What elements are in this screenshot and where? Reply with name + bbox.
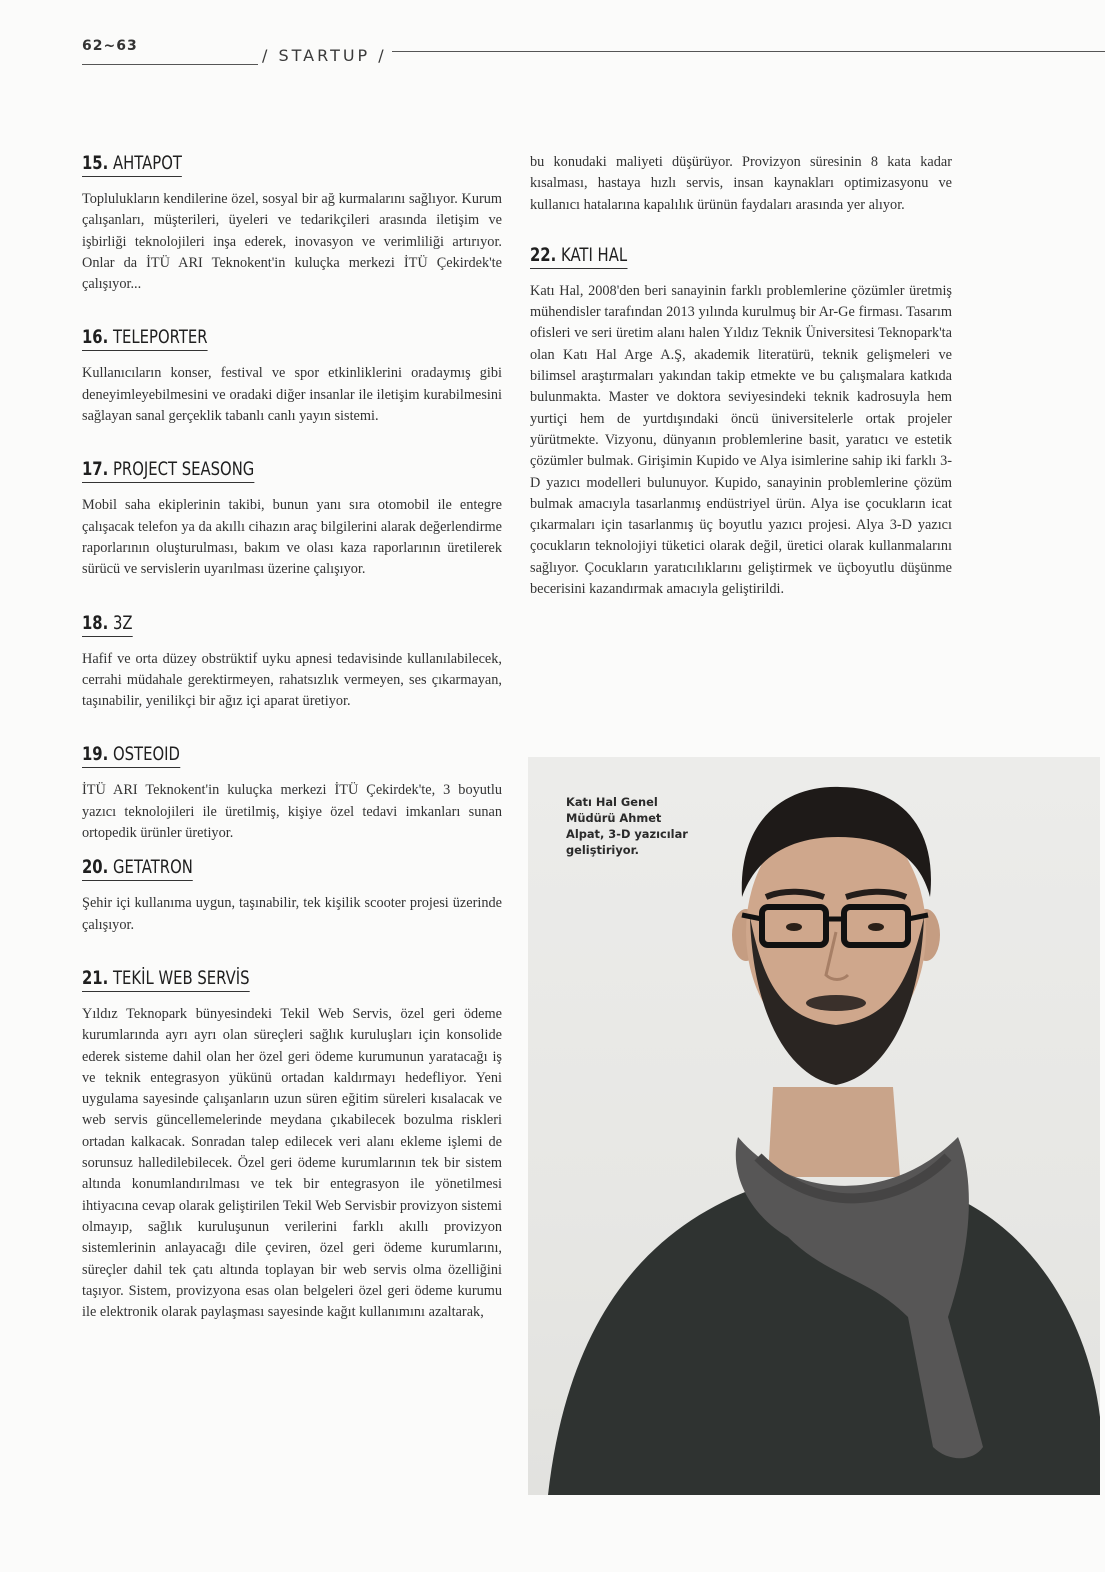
entry-name: GETATRON: [112, 856, 193, 879]
left-column: [82, 152, 502, 1354]
entry-title: [82, 612, 133, 637]
entry-name: AHTAPOT: [112, 152, 182, 174]
entry-name: TELEPORTER: [112, 326, 208, 349]
entry-body: Katı Hal, 2008'den beri sanayinin farklı problemlerine çözümler üretmiş mühendisler tarafından 2013 yılında kurulmuş bir Ar-Ge firması. Tasarım ofisleri ve seri üretim alanı halen Yıldız Teknik Üniversitesi Teknopark'ta olan Katı Hal Arge A.Ş, akademik literatürü, teknik gelişmeleri ve bilimsel araştırmaları yakından takip etmekte ve bu çalışmalara katkıda bulunmakta. Master ve doktora seviyesindeki teknik kadrosuyla hem yurtiçi hem de yurtdışındaki öncü üniversitelerle ortak projeler yürütmekte. Vizyonu, dünyanın problemlerine basit, yaratıcı ve estetik çözümler bulmak. Girişimin Kupido ve Alya isimlerine sahip iki farklı 3-D yazıcı modelleri bulunuyor. Kupido, sanayinin problemlerine çözüm bulmak amacıyla tasarlanmış endüstriyel ürün. Alya ise çocukların icat çıkarmaları için tasarlanmış üç boyutlu yazıcı projesi. Alya 3-D yazıcı çocukların teknolojiyi tüketici olarak değil, üretici olarak kullanmalarını sağlıyor. Çocukların yaratıcılıklarını geliştirmek ve üçboyutlu düşünme becerisini kazandırmak amacıyla geliştirildi.: [530, 282, 952, 598]
startup-entry-3z: [82, 612, 502, 713]
startup-entry-teleporter: [82, 326, 502, 427]
portrait-illustration: [528, 757, 1100, 1495]
startup-entry-ahtapot: [82, 152, 502, 295]
startup-entry-osteoid: [82, 743, 502, 844]
startup-entry-tekil-web-servis: [82, 967, 502, 1323]
section-label: / STARTUP /: [262, 46, 387, 65]
entry-number: 18.: [82, 611, 109, 634]
entry-number: 19.: [82, 743, 109, 766]
photo-caption: Katı Hal Genel Müdürü Ahmet Alpat, 3-D yazıcılar geliştiriyor.: [566, 795, 688, 857]
continued-body: bu konudaki maliyeti düşürüyor. Provizyon süresinin 8 kata kadar kısalması, hastaya hızlı servis, insan kaynakları optimizasyonu ve kullanıcı hatalarına kapalılık ürünün faydaları arasında yer alıyor.: [530, 154, 952, 213]
entry-number: 15.: [82, 152, 109, 174]
entry-number: 16.: [82, 326, 109, 349]
entry-title: [82, 743, 180, 768]
entry-name: 3Z: [112, 611, 133, 634]
entry-name: PROJECT SEASONG: [112, 458, 255, 481]
entry-number: 17.: [82, 458, 109, 481]
page-header: [0, 0, 1105, 80]
entry-body: Hafif ve orta düzey obstrüktif uyku apnesi tedavisinde kullanılabilecek, cerrahi müdahale gerektirmeyen, rahatsızlık vermeyen, ses çıkarmayan, taşınabilir, yenilikçi bir ağız içi aparat üretiyor.: [82, 650, 502, 710]
entry-number: 20.: [82, 856, 109, 879]
entry-body: Şehir içi kullanıma uygun, taşınabilir, tek kişilik scooter projesi üzerinde çalışıyor.: [82, 895, 502, 933]
header-rule-right: [392, 51, 1105, 52]
entry-title: [82, 326, 208, 351]
startup-entry-project-seasong: [82, 458, 502, 580]
entry-number: 21.: [82, 966, 109, 989]
entry-number: 22.: [530, 243, 557, 266]
entry-body: Kullanıcıların konser, festival ve spor etkinliklerini oradaymış gibi deneyimleyebilmesini ve oradaki diğer insanlar ile iletişim kurabilmesini sağlayan sanal gerçeklik tabanlı canlı yayın sistemi.: [82, 365, 502, 425]
entry-name: KATI HAL: [560, 243, 628, 266]
startup-entry-kati-hal: [530, 244, 952, 600]
entry-body: Toplulukların kendilerine özel, sosyal bir ağ kurmalarını sağlıyor. Kurum çalışanları, müşterileri, üyeleri ve tedarikçileri arasında iletişim ve işbirliği teknolojileri inşa ederek, inovasyon ve verimliliği artırıyor. Onlar da İTÜ ARI Teknokent'in kuluçka merkezi İTÜ Çekirdek'te çalışıyor...: [82, 191, 502, 293]
entry-name: OSTEOID: [112, 743, 180, 766]
entry-title: [82, 967, 250, 992]
entry-title: [530, 244, 627, 269]
header-rule-left: [82, 64, 258, 65]
page-numbers: 62~63: [82, 38, 138, 54]
entry-title: [82, 152, 182, 177]
portrait-photo: [528, 757, 1100, 1495]
entry-body: İTÜ ARI Teknokent'in kuluçka merkezi İTÜ Çekirdek'te, 3 boyutlu yazıcı teknolojileri ile üretilmiş, kişiye özel tedavi imkanları sunan ortopedik ürünler üretiyor.: [82, 782, 502, 842]
right-column: [530, 152, 952, 631]
startup-entry-getatron: [82, 856, 502, 936]
entry-body: Yıldız Teknopark bünyesindeki Tekil Web Servis, özel geri ödeme kurumlarında ayrı ayrı olan süreçleri sağlık kuruluşları için konsolide ederek sisteme dahil olan her özel geri ödeme kurumunun yaratacağı iş ve teknik entegrasyon yükünü ortadan kaldırmayı hedefliyor. Yeni uygulama sayesinde çalışanların uzun süren eğitim süreleri kısalacak ve web servis güncellemelerinde meydana çıkabilecek bozulma riskleri ortadan kalkacak. Sonradan talep edilecek veri alanı ekleme işlemi de sorunsuz halledilebilecek. Özel geri ödeme kurumlarının tek bir sistem altında konumlandırılması ve tek bir entegrasyon ile yönetilmesi ihtiyacına cevap olarak geliştirilen Tekil Web Servisbir provizyon sistemi olmayıp, sağlık kuruluşunun verilerini farklı akıllı provizyon sistemlerinin anlayacağı dile çeviren, özel geri ödeme kurumlarını, süreçler dahil tek çatı altında toplayan bir web servis olma özelliğini taşıyor. Sistem, provizyona esas olan belgeleri özel geri ödeme kurumu ile elektronik olarak paylaşması sayesinde kağıt kullanımını azaltarak,: [82, 1005, 502, 1321]
entry-body: Mobil saha ekiplerinin takibi, bunun yanı sıra otomobil ile entegre çalışacak telefon ya da akıllı cihazın araç bilgilerini alarak değerlendirme raporlarının oluşturulması, bakım ve olası kaza raporlarının üretilerek sürücü ve servislerin uyarılması üzerine çalışıyor.: [82, 497, 502, 578]
entry-title: [82, 856, 193, 881]
entry-name: TEKİL WEB SERVİS: [112, 966, 250, 989]
tekil-web-servis-continuation: [530, 152, 952, 216]
entry-title: [82, 458, 254, 483]
